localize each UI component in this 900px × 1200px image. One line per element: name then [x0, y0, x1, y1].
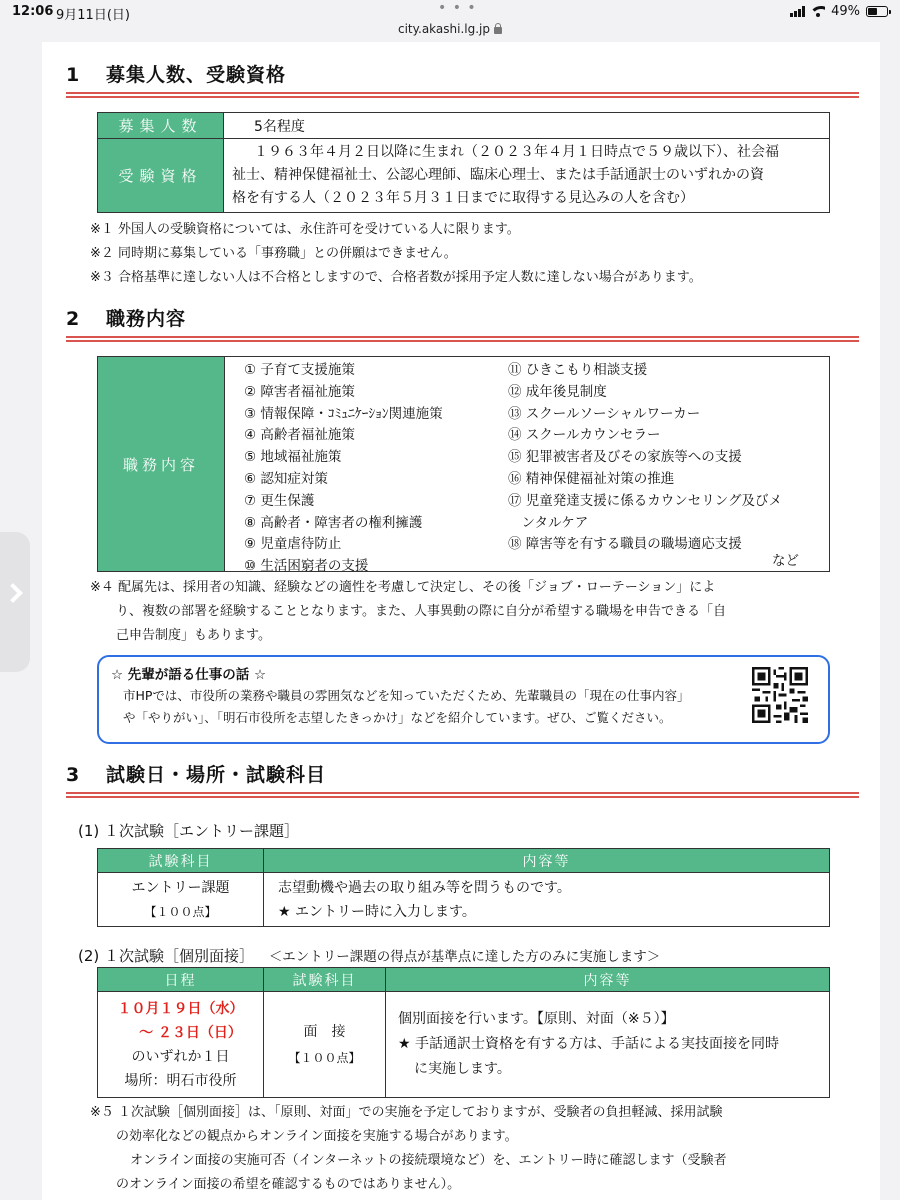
section-number: 1 [66, 64, 81, 86]
multitask-dots-icon[interactable]: • • • [438, 0, 477, 16]
sub-heading-note: ＜エントリー課題の得点が基準点に達した方のみに実施します＞ [268, 949, 661, 965]
eligibility-line: １９６３年４月２日以降に生まれ（２０２３年４月１日時点で５９歳以下）、社会福 [254, 144, 779, 160]
recruit-count-value: 5名程度 [224, 113, 830, 139]
note-item: ※１ 外国人の受験資格については、永住許可を受けている人に限ります。 [90, 222, 520, 237]
recruitment-table [97, 112, 830, 213]
senior-talk-box [97, 655, 830, 744]
header-content: 内容等 [386, 968, 830, 992]
entry-exam-table [97, 848, 830, 927]
note-line: ※５ １次試験［個別面接］は、「原則、対面」での実施を予定しておりますが、受験者の負担軽減、採用試験 [90, 1105, 723, 1120]
battery-percent: 49% [831, 4, 860, 19]
section-2-title [66, 304, 186, 331]
duty-item: ⑦ 更生保護 [244, 492, 315, 509]
note-line: のオンライン面接の希望を確認するものではありません）。 [116, 1177, 461, 1192]
duty-item: ⑨ 児童虐待防止 [244, 536, 342, 553]
note-line: り、複数の部署を経験することとなります。また、人事異動の際に自分が希望する職場を申告できる「自 [116, 604, 726, 619]
chevron-right-icon [3, 583, 23, 603]
qr-code-icon[interactable] [752, 667, 808, 723]
duty-item: ⑫ 成年後見制度 [508, 383, 607, 400]
date-start: １０月１９日（水） [117, 1000, 244, 1017]
entry-content-cell [264, 873, 830, 927]
section-title-text: 試験日・場所・試験科目 [106, 764, 327, 786]
senior-talk-body [123, 685, 743, 729]
duties-right-list [508, 360, 782, 556]
section-title-text: 職務内容 [106, 308, 187, 330]
header-date: 日程 [98, 968, 264, 992]
duties-table [97, 356, 830, 575]
section-1-title [66, 60, 286, 87]
wifi-icon [811, 6, 825, 17]
recruit-count-label: 募集人数 [98, 113, 224, 139]
duty-item: ③ 情報保障・ｺﾐｭﾆｹｰｼｮﾝ関連施策 [244, 405, 443, 422]
duty-item: ⑰ 児童発達支援に係るカウンセリング及びメ [508, 492, 783, 509]
date-end: ～ ２３日（日） [139, 1024, 242, 1041]
duty-item: ⑯ 精神保健福祉対策の推進 [508, 470, 675, 487]
eligibility-line: 祉士、精神保健福祉士、公認心理師、臨床心理士、または手話通訳士のいずれかの資 [232, 167, 764, 183]
eligibility-label: 受験資格 [98, 139, 224, 213]
duties-left-list [244, 360, 443, 578]
content-line: に実施します。 [414, 1061, 511, 1077]
url-text[interactable]: city.akashi.lg.jp [397, 22, 490, 36]
content-line: 志望動機や過去の取り組み等を問うものです。 [278, 879, 571, 896]
note-item: ※３ 合格基準に達しない人は不合格としますので、合格者数が採用予定人数に達しない場合があります。 [90, 270, 702, 285]
duty-item: ⑱ 障害等を有する職員の職場適応支援 [508, 536, 742, 553]
section-1-notes [90, 218, 702, 290]
duty-item: ⑥ 認知症対策 [244, 470, 328, 487]
next-page-tab[interactable] [0, 532, 30, 672]
section-3-title [66, 760, 326, 787]
duty-item: ⑬ スクールソーシャルワーカー [508, 405, 701, 422]
duty-item: ⑧ 高齢者・障害者の権利擁護 [244, 514, 423, 531]
interview-subject-cell [264, 992, 386, 1098]
sub-heading-text: (2) １次試験［個別面接］ [78, 947, 255, 965]
subject-points: 【１００点】 [288, 1050, 361, 1065]
date-note: のいずれか１日 [131, 1048, 230, 1065]
content-line: ★ エントリー時に入力します。 [278, 903, 476, 920]
section-number: 2 [66, 308, 81, 330]
note-line: ※４ 配属先は、採用者の知識、経験などの適性を考慮して決定し、その後「ジョブ・ローテーション」によ [90, 580, 716, 595]
senior-talk-line: 市HPでは、市役所の業務や職員の雰囲気などを知っていただくため、先輩職員の「現在の仕事内容」 [123, 688, 690, 703]
interview-date-cell [98, 992, 264, 1098]
duty-item: ⑩ 生活困窮者の支援 [244, 558, 369, 575]
battery-icon [866, 6, 888, 17]
divider [224, 357, 225, 571]
sub-heading-2 [78, 945, 858, 966]
section-divider [66, 92, 859, 98]
eligibility-line: 格を有する人（２０２３年５月３１日までに取得する見込みの人を含む） [232, 190, 694, 206]
duty-item: ④ 高齢者福祉施策 [244, 427, 355, 444]
section-divider [66, 336, 859, 342]
note-line: の効率化などの観点からオンライン面接を実施する場合があります。 [116, 1129, 518, 1144]
content-line: 個別面接を行います。【原則、対面（※５）】 [398, 1011, 675, 1027]
exam-place: 場所：明石市役所 [124, 1072, 237, 1089]
document-page [42, 42, 880, 1200]
url-bar[interactable] [0, 22, 900, 42]
duty-item: ⑤ 地域福祉施策 [244, 449, 342, 466]
note-line: 己申告制度」もあります。 [116, 628, 271, 643]
section-divider [66, 792, 859, 798]
duties-etc: など [772, 553, 799, 569]
status-time: 12:06 [12, 4, 54, 19]
duty-item: ② 障害者福祉施策 [244, 383, 355, 400]
duty-item: ⑪ ひきこもり相談支援 [508, 362, 648, 378]
header-subject: 試験科目 [98, 849, 264, 873]
section-3-note [90, 1101, 860, 1197]
note-item: ※２ 同時期に募集している「事務職」との併願はできません。 [90, 246, 457, 261]
duty-item: ンタルケア [508, 514, 589, 531]
status-right [790, 4, 888, 19]
section-title-text: 募集人数、受験資格 [106, 64, 287, 86]
interview-content-cell [386, 992, 830, 1098]
eligibility-value [224, 139, 830, 213]
duties-label: 職務内容 [98, 357, 224, 571]
lock-icon [494, 27, 502, 34]
subject-name: 面 接 [303, 1023, 346, 1040]
status-bar [0, 0, 900, 24]
duty-item: ⑮ 犯罪被害者及びその家族等への支援 [508, 449, 742, 466]
interview-table [97, 967, 830, 1098]
subject-points: 【１００点】 [144, 904, 217, 919]
content-line: ★ 手話通訳士資格を有する方は、手話による実技面接を同時 [398, 1036, 779, 1052]
header-content: 内容等 [264, 849, 830, 873]
entry-subject-cell [98, 873, 264, 927]
cellular-signal-icon [790, 6, 805, 17]
section-number: 3 [66, 764, 81, 786]
note-line: オンライン面接の実施可否（インターネットの接続環境など）を、エントリー時に確認します（受験者 [130, 1153, 727, 1168]
senior-talk-line: や「やりがい」、「明石市役所を志望したきっかけ」などを紹介しています。ぜひ、ご覧ください。 [123, 710, 672, 725]
subject-name: エントリー課題 [131, 879, 230, 896]
sub-heading-1: (1) １次試験［エントリー課題］ [78, 822, 300, 840]
duty-item: ⑭ スクールカウンセラー [508, 427, 661, 444]
section-2-note [90, 576, 850, 648]
duty-item: ① 子育て支援施策 [244, 362, 355, 378]
senior-talk-title: ☆ 先輩が語る仕事の話 ☆ [111, 667, 267, 683]
status-date: 9月11日(日) [56, 8, 130, 23]
header-subject: 試験科目 [264, 968, 386, 992]
